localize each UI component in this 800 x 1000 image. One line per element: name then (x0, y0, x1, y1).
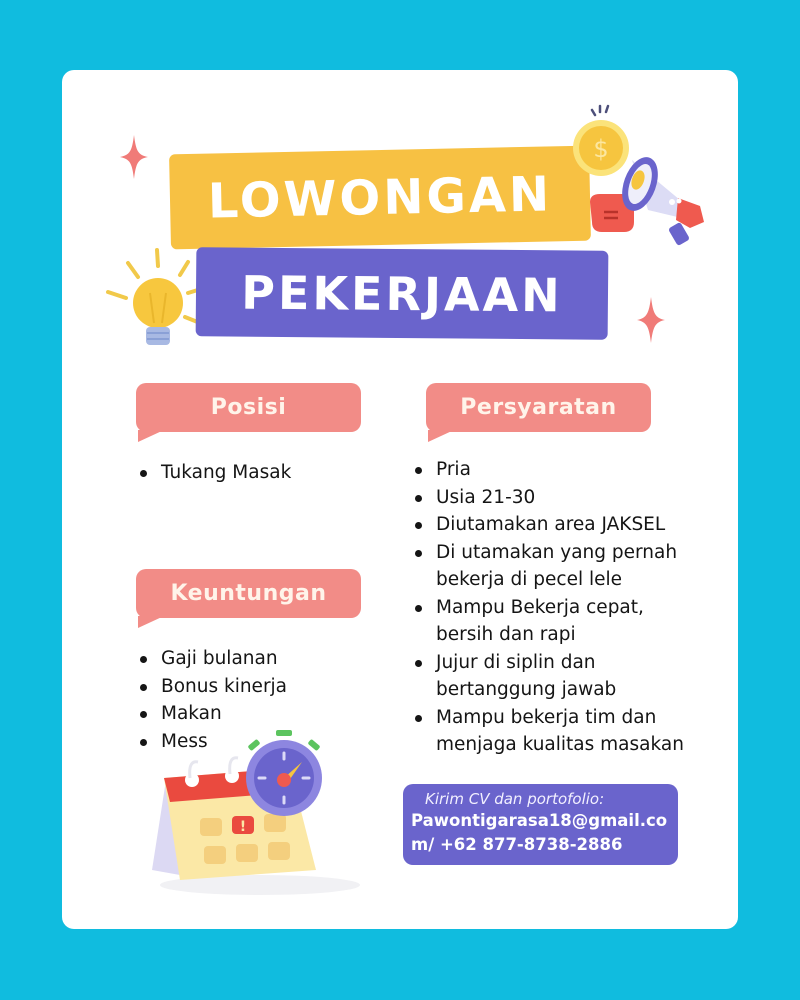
posisi-label (136, 383, 361, 432)
posisi-label-text: Posisi (210, 395, 287, 420)
persyaratan-label-text: Persyaratan (460, 395, 617, 420)
list-item: Pria (411, 456, 711, 484)
sparkle-icon (120, 135, 148, 179)
list-item: Mampu Bekerja cepat, bersih dan rapi (411, 594, 701, 649)
contact-note: Kirim CV dan portofolio: (425, 790, 605, 808)
list-item: Di utamakan yang pernah bekerja di pecel lele (411, 539, 701, 594)
title-line2: PEKERJAAN (241, 265, 563, 322)
list-item: Gaji bulanan (136, 645, 386, 673)
list-item: Tukang Masak (136, 459, 386, 487)
title-banner-line1 (169, 146, 591, 250)
list-item: Bonus kinerja (136, 673, 386, 701)
list-item: Usia 21-30 (411, 484, 711, 512)
list-item: Jujur di siplin dan bertanggung jawab (411, 649, 651, 704)
contact-box (403, 784, 678, 865)
svg-text:!: ! (239, 819, 247, 835)
contact-info[interactable]: Pawontigarasa18@gmail.com/ +62 877-8738-2886 (411, 811, 668, 854)
keuntungan-label (136, 569, 361, 618)
stopwatch-icon (240, 728, 330, 818)
posisi-list (136, 459, 386, 487)
title-line1: LOWONGAN (207, 165, 553, 230)
persyaratan-list (411, 456, 711, 759)
list-item: Diutamakan area JAKSEL (411, 511, 711, 539)
sparkle-icon (637, 297, 665, 343)
megaphone-icon (580, 140, 720, 250)
list-item: Mess (136, 728, 386, 756)
persyaratan-label (426, 383, 651, 432)
svg-text:$: $ (593, 135, 609, 163)
keuntungan-label-text: Keuntungan (170, 581, 327, 606)
list-item: Mampu bekerja tim dan menjaga kualitas masakan (411, 704, 701, 759)
list-item: Makan (136, 700, 386, 728)
title-banner-line2 (196, 247, 609, 340)
